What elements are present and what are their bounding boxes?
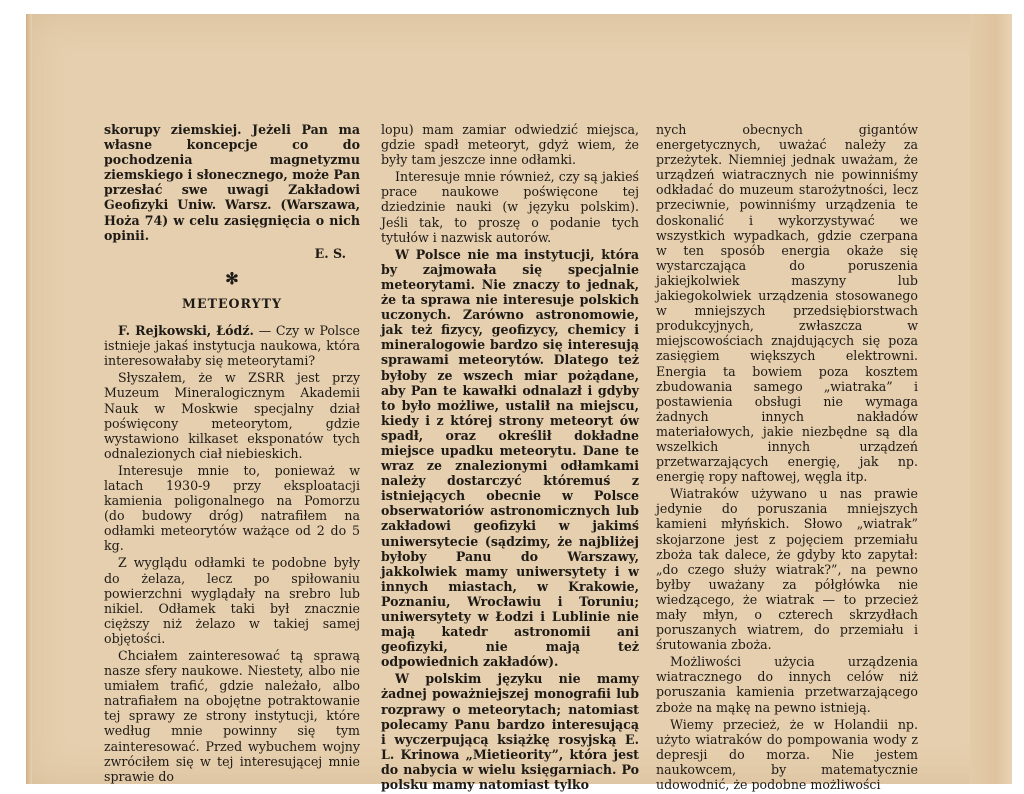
paragraph: Interesuje mnie to, ponieważ w latach 1930-9 przy eksploatacji kamienia poligonalnego na Pomorzu (do budowy dróg) natrafiłem na odłamki meteorytów ważące od 2 do 5 kg.: [104, 462, 360, 554]
paragraph: Słyszałem, że w ZSRR jest przy Muzeum Mineralogicznym Akademii Nauk w Moskwie specjalny dział poświęcony meteorytom, gdzie wystawiono kilkaset eksponatów tych odnalezionych ciał niebieskich.: [104, 370, 360, 461]
paragraph: Z wyglądu odłamki te podobne były do żelaza, lecz po spiłowaniu powierzchni wyglądały na srebro lub nikiel. Odłamek taki był znacznie cięższy niż żelazo w takiej samej objętości.: [104, 555, 360, 646]
column-middle: [381, 122, 639, 794]
section-heading: METEORYTY: [182, 295, 282, 311]
answer-paragraph: W polskim języku nie mamy żadnej poważniejszej monografii lub rozprawy o meteorytach; natomiast polecamy Panu bardzo interesującą i wyczerpującą książkę rosyjską E. L. Krinowa „Mietieority”, która jest do nabycia w wielu księgarniach. Po polsku mamy natomiast tylko: [381, 671, 639, 793]
paragraph: Możliwości użycia urządzenia wiatracznego do innych celów niż poruszania kamienia przetwarzającego zboże na mąkę na pewno istnieją.: [656, 654, 918, 715]
paragraph: Wiemy przecież, że w Holandii np. użyto wiatraków do pompowania wody z depresji do morza. Nie jestem naukowcem, by matematycznie udowodnić, że podobne możliwości: [656, 716, 918, 793]
letter-question: — Czy w Polsce istnieje jakaś instytucja naukowa, która interesowałaby się meteorytami?: [104, 323, 360, 369]
answer-paragraph: W Polsce nie ma instytucji, która by zajmowała się specjalnie meteorytami. Nie znaczy to jednak, że ta sprawa nie interesuje polskich uczonych. Zarówno astronomowie, jak też fizycy, geofizycy, chemicy i mineralogowie bardzo się interesują sprawami meteorytów. Dlatego też byłoby ze wszech miar pożądane, aby Pan te kawałki odnalazł i gdyby to było możliwe, ustalił na miejscu, kiedy i z której strony meteoryt ów spadł, oraz określił dokładne miejsce upadku meteorytu. Dane te wraz ze znalezionymi odłamkami należy dostarczyć któremuś z istniejących obecnie w Polsce obserwatoriów astronomicznych lub zakładowi geofizyki w jakimś uniwersytecie (sądzimy, że najbliżej byłoby Panu do Warszawy, jakkolwiek mamy uniwersytety i w innych miastach, w Krakowie, Poznaniu, Wrocławiu i Toruniu; uniwersytety w Łodzi i Lublinie nie mają katedr astronomii ani geofizyki, nie mają też odpowiednich zakładów).: [381, 246, 639, 670]
closing-answer-paragraph: skorupy ziemskiej. Jeżeli Pan ma własne koncepcje co do pochodzenia magnetyzmu ziemskiego i słonecznego, może Pan przesłać swe uwagi Zakładowi Geofizyki Uniw. Warsz. (Warszawa, Hoża 74) w celu zasięgnięcia o nich opinii.: [104, 122, 360, 243]
paragraph: Wiatraków używano u nas prawie jedynie do poruszania mniejszych kamieni młyńskich. Słowo „wiatrak” skojarzone jest z pojęciem przemiału zboża tak dalece, że gdyby kto zapytał: „do czego służy wiatrak?”, na pewno byłby uważany za półgłówka nie wiedzącego, że wiatrak — to przecież mały młyn, o czterech skrzydłach poruszanych wiatrem, do przemiału i śrutowania zboża.: [656, 486, 918, 653]
column-right: [656, 122, 918, 794]
page-fold: [970, 14, 1012, 784]
paragraph: nych obecnych gigantów energetycznych, uważać należy za przeżytek. Niemniej jednak uważam, że urządzeń wiatracznych nie powinniśmy odkładać do muzeum starożytności, lecz przeciwnie, powinniśmy urządzenia te doskonalić i wykorzystywać we wszystkich wypadkach, gdzie czerpana w ten sposób energia okaże się wystarczająca do poruszenia jakiejkolwiek maszyny lub jakiegokolwiek urządzenia stosowanego w mniejszych przedsiębiorstwach produkcyjnych, zwłaszcza w miejscowościach znajdujących się poza zasięgiem większych elektrowni. Energia ta bowiem poza kosztem zbudowania samego „wiatraka” i postawienia obsługi nie wymaga żadnych innych nakładów materiałowych, jakie niezbędne są dla wszelkich innych urządzeń przetwarzających energię, jak np. energię ropy naftowej, węgla itp.: [656, 122, 918, 485]
column-left: [104, 122, 360, 786]
paragraph: Interesuje mnie również, czy są jakieś prace naukowe poświęcone tej dziedzinie nauki (w języku polskim). Jeśli tak, to proszę o podanie tych tytułów i nazwisk autorów.: [381, 169, 639, 245]
letter-intro-paragraph: [104, 323, 360, 368]
letter-author: F. Rejkowski, Łódź.: [118, 323, 254, 339]
paragraph: lopu) mam zamiar odwiedzić miejsca, gdzie spadł meteoryt, gdyż wiem, że były tam jeszcze inne odłamki.: [381, 122, 639, 168]
section-separator: ✻: [225, 268, 239, 288]
signature: E. S.: [314, 245, 346, 261]
paragraph: Chciałem zainteresować tą sprawą nasze sfery naukowe. Niestety, albo nie umiałem trafić, gdzie należało, albo natrafiałem na obojętne potraktowanie tej sprawy ze strony instytucji, które według mnie powinny się tym zainteresować. Przed wybuchem wojny zwróciłem się w tej interesującej mnie sprawie do: [104, 648, 360, 784]
